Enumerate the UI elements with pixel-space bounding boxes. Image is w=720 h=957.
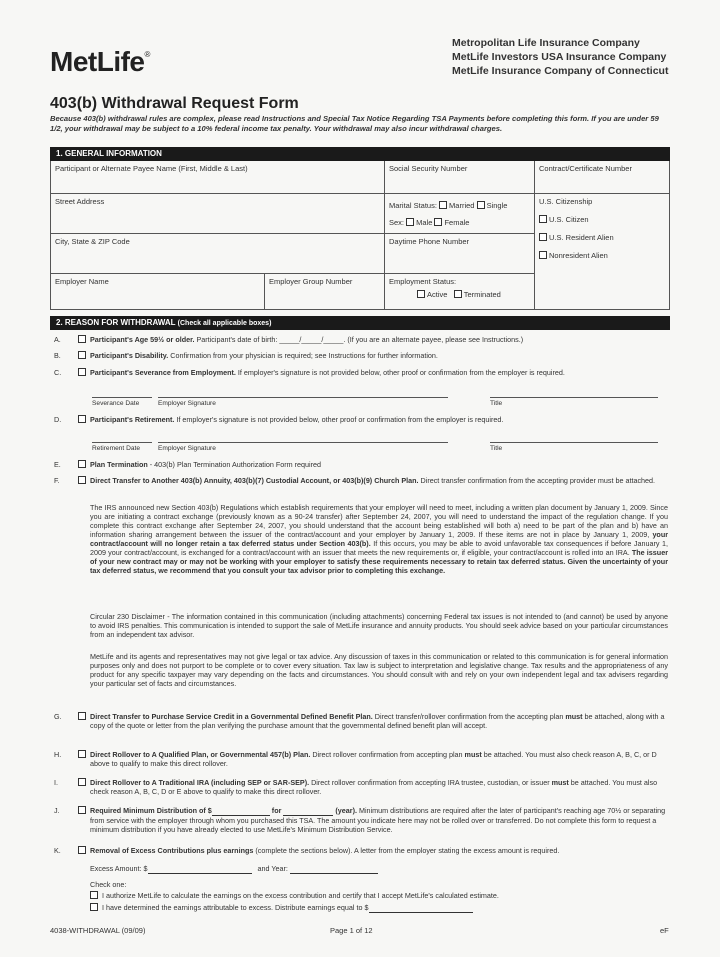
reason-f-title: Direct Transfer to Another 403(b) Annuity, 403(b)(7) Custodial Account, or 403(b)(9) Church Plan. bbox=[90, 476, 419, 485]
excess-year-label: and Year: bbox=[257, 864, 288, 873]
us-resident-alien-checkbox[interactable] bbox=[539, 233, 547, 241]
employer-signature-label: Employer Signature bbox=[158, 445, 216, 452]
employer-group-field[interactable] bbox=[265, 274, 385, 310]
regulation-notice bbox=[90, 503, 668, 575]
employer-name-field[interactable] bbox=[51, 274, 265, 310]
metlife-logo bbox=[50, 46, 150, 78]
tax-advice-disclaimer: MetLife and its agents and representatives may not give legal or tax advice. Any discussion of taxes in this communication or related to this communication is for general information purposes only and does not purport to be complete or to cover every situation. Tax law is subject to interpretation and legislative change. Tax results and the appropriateness of any product for any specific taxpayer may vary depending on the facts and circumstances. You should consult with and rely on your own independent legal and tax advisers regarding your particular set of facts and circumstances. bbox=[90, 652, 668, 688]
terminated-label: Terminated bbox=[463, 290, 501, 299]
reason-letter: I. bbox=[54, 778, 58, 787]
reason-f-checkbox[interactable] bbox=[78, 476, 86, 484]
reason-i-title: Direct Rollover to A Traditional IRA (including SEP or SAR-SEP). bbox=[90, 778, 310, 787]
excess-amount-field[interactable] bbox=[148, 864, 252, 874]
reason-letter: G. bbox=[54, 712, 62, 721]
reason-i-text: be attached. You must also check reason A, B, C, D or E above to qualify to make this direct rollover. bbox=[90, 778, 658, 796]
active-checkbox[interactable] bbox=[417, 290, 425, 298]
reason-a-title: Participant's Age 59½ or older. bbox=[90, 335, 195, 344]
participant-name-label: Participant or Alternate Payee Name (First, Middle & Last) bbox=[55, 164, 248, 173]
reason-d-text: If employer's signature is not provided below, other proof or confirmation from the employer is required. bbox=[176, 415, 504, 424]
nonresident-alien-checkbox[interactable] bbox=[539, 251, 547, 259]
participant-name-field[interactable] bbox=[51, 161, 385, 194]
reason-letter: F. bbox=[54, 476, 60, 485]
terminated-checkbox[interactable] bbox=[454, 290, 462, 298]
reason-letter: K. bbox=[54, 846, 61, 855]
footer-code: eF bbox=[660, 926, 669, 935]
street-address-field[interactable] bbox=[51, 194, 385, 234]
must-emphasis: must bbox=[565, 712, 583, 721]
reason-letter: D. bbox=[54, 415, 62, 424]
reason-letter: J. bbox=[54, 806, 60, 815]
single-label: Single bbox=[486, 201, 508, 210]
us-citizen-checkbox[interactable] bbox=[539, 215, 547, 223]
marital-sex-cell bbox=[385, 194, 535, 234]
reason-f-text: Direct transfer confirmation from the accepting provider must be attached. bbox=[420, 476, 656, 485]
reason-i-text: Direct rollover confirmation from accepting IRA trustee, custodian, or issuer bbox=[311, 778, 550, 787]
reason-g-text: Direct transfer/rollover confirmation from the accepting plan bbox=[374, 712, 564, 721]
reason-letter: C. bbox=[54, 368, 62, 377]
active-label: Active bbox=[427, 290, 448, 299]
reason-a-checkbox[interactable] bbox=[78, 335, 86, 343]
k-option-2-checkbox[interactable] bbox=[90, 903, 98, 911]
daytime-phone-label: Daytime Phone Number bbox=[389, 237, 470, 246]
single-checkbox[interactable] bbox=[477, 201, 485, 209]
circular-230-disclaimer: Circular 230 Disclaimer - The information contained in this communication (including attachments) concerning Federal tax issues is not intended to (and cannot) be used by anyone to avoid IRS penalties. This communication is intended to support the sale of MetLife insurance and annuity products. You should seek advice based on your particular circumstances from an independent tax advisor. bbox=[90, 612, 668, 639]
us-resident-alien-label: U.S. Resident Alien bbox=[549, 233, 614, 242]
marital-status-label: Marital Status: bbox=[389, 201, 437, 210]
reason-g-title: Direct Transfer to Purchase Service Credit in a Governmental Defined Benefit Plan. bbox=[90, 712, 373, 721]
male-label: Male bbox=[416, 218, 433, 227]
page-number: Page 1 of 12 bbox=[330, 926, 373, 935]
employer-group-label: Employer Group Number bbox=[269, 277, 353, 286]
reason-j-title: Required Minimum Distribution of $ bbox=[90, 806, 212, 815]
female-label: Female bbox=[444, 218, 470, 227]
reason-d-checkbox[interactable] bbox=[78, 415, 86, 423]
reason-c-text: If employer's signature is not provided below, other proof or confirmation from the employer is required. bbox=[237, 368, 565, 377]
reason-letter: A. bbox=[54, 335, 61, 344]
reason-a-text: Participant's date of birth: _____/_____/_____. (If you are an alternate payee, please see Instructions.) bbox=[196, 335, 524, 344]
reason-letter: H. bbox=[54, 750, 62, 759]
city-state-zip-field[interactable] bbox=[51, 234, 385, 274]
reason-b-checkbox[interactable] bbox=[78, 351, 86, 359]
reason-e-text: - 403(b) Plan Termination Authorization Form required bbox=[149, 460, 322, 469]
must-emphasis: must bbox=[464, 750, 482, 759]
contract-number-label: Contract/Certificate Number bbox=[539, 164, 632, 173]
form-title: 403(b) Withdrawal Request Form bbox=[50, 95, 299, 112]
title-label: Title bbox=[490, 445, 503, 452]
reason-e-title: Plan Termination bbox=[90, 460, 148, 469]
street-address-label: Street Address bbox=[55, 197, 105, 206]
us-citizenship-label: U.S. Citizenship bbox=[539, 197, 593, 206]
section1-heading-text: 1. GENERAL INFORMATION bbox=[56, 149, 162, 158]
severance-title-line[interactable] bbox=[490, 397, 658, 408]
regulation-notice-text: If this occurs, you may be able to avoid unfavorable tax consequences if before January 1, 2009 your contract/account, is exchanged for a contract/account with an issuer that meets the new requirements or, if eligible, your contract/account is rolled into an IRA. bbox=[90, 539, 668, 557]
reason-h-text: be attached. You must also check reason A, B, C, or D above to qualify to make this direct rollover. bbox=[90, 750, 657, 768]
us-citizen-label: U.S. Citizen bbox=[549, 215, 589, 224]
reason-j-title: for bbox=[271, 806, 282, 815]
general-information-grid bbox=[50, 161, 670, 310]
k-option-1-checkbox[interactable] bbox=[90, 891, 98, 899]
reason-h-checkbox[interactable] bbox=[78, 750, 86, 758]
company-list bbox=[452, 36, 668, 78]
reason-j-text: Minimum distributions are required after the later of participant's reaching age 70½ or separating from service with the employer through whom you purchased this TSA. The amount you indicate here may not be rolled over or transferred. Do not complete this form to request a minimum distribution if you have already elected to use MetLife's Minimum Distribution Service. bbox=[90, 806, 666, 834]
contract-number-field[interactable] bbox=[535, 161, 669, 194]
reason-k-title: Removal of Excess Contributions plus earnings bbox=[90, 846, 254, 855]
k-option-1 bbox=[90, 891, 668, 900]
reason-b-title: Participant's Disability. bbox=[90, 351, 169, 360]
reason-letter: E. bbox=[54, 460, 61, 469]
reason-k-text: (complete the sections below). A letter from the employer stating the excess amount is required. bbox=[255, 846, 560, 855]
company-name: MetLife Insurance Company of Connecticut bbox=[452, 65, 669, 77]
reason-g-checkbox[interactable] bbox=[78, 712, 86, 720]
retirement-date-line[interactable] bbox=[92, 442, 152, 453]
male-checkbox[interactable] bbox=[406, 218, 414, 226]
retirement-date-label: Retirement Date bbox=[92, 445, 141, 452]
regulation-notice-text: The IRS announced new Section 403(b) Regulations which establish requirements that your employer will need to meet, including a written plan document by January 1, 2009. Since you are initiating a contract exchange (previously known as a 90-24 transfer) after September 24, 2007, you will need to understand the impact of the regulation change. If you complete this contract exchange after September 24, 2007, you should understand that the account being established will both a) need to be part of the plan and b) have an information sharing arrangement between the issuer of the contract/account and your employer by January 1, 2009. If these items are not in place by January 1, 2009, bbox=[90, 503, 668, 539]
k-option-1-text: I authorize MetLife to calculate the earnings on the excess contribution and certify that I accept MetLife's calculated estimate. bbox=[102, 891, 499, 900]
ssn-field[interactable] bbox=[385, 161, 535, 194]
section2-heading-text: 2. REASON FOR WITHDRAWAL bbox=[56, 318, 176, 327]
section2-heading bbox=[50, 316, 670, 330]
daytime-phone-field[interactable] bbox=[385, 234, 535, 274]
reason-g-text: be attached, along with a copy of the quote or letter from the plan verifying the purchase amount that the governmental defined benefit plan will accept. bbox=[90, 712, 665, 730]
reason-d-title: Participant's Retirement. bbox=[90, 415, 175, 424]
reason-h-title: Direct Rollover to A Qualified Plan, or Governmental 457(b) Plan. bbox=[90, 750, 311, 759]
excess-amount-label: Excess Amount: $ bbox=[90, 864, 148, 873]
k-option-2 bbox=[90, 903, 668, 913]
citizenship-cell bbox=[535, 194, 669, 310]
reason-j-checkbox[interactable] bbox=[78, 806, 86, 814]
employment-status-label: Employment Status: bbox=[389, 277, 457, 286]
logo-text: MetLife bbox=[50, 46, 145, 77]
excess-year-field[interactable] bbox=[290, 864, 378, 874]
must-emphasis: must bbox=[551, 778, 569, 787]
severance-date-label: Severance Date bbox=[92, 400, 140, 407]
employer-name-label: Employer Name bbox=[55, 277, 109, 286]
married-checkbox[interactable] bbox=[439, 201, 447, 209]
form-id: 4038-WITHDRAWAL (09/09) bbox=[50, 926, 146, 935]
ssn-label: Social Security Number bbox=[389, 164, 468, 173]
reason-h-text: Direct rollover confirmation from accepting plan bbox=[312, 750, 463, 759]
company-name: Metropolitan Life Insurance Company bbox=[452, 37, 640, 49]
regulation-notice-bold: your contract/account will no longer retain a tax deferred status under Section 403(b). bbox=[90, 530, 669, 548]
reason-k-checkbox[interactable] bbox=[78, 846, 86, 854]
reason-e-checkbox[interactable] bbox=[78, 460, 86, 468]
reason-b-text: Confirmation from your physician is required; see Instructions for further information. bbox=[170, 351, 438, 360]
earnings-amount-field[interactable] bbox=[369, 903, 473, 913]
retirement-employer-signature-line[interactable] bbox=[158, 442, 448, 453]
city-state-zip-label: City, State & ZIP Code bbox=[55, 237, 130, 246]
severance-date-line[interactable] bbox=[92, 397, 152, 408]
logo-registered-mark: ® bbox=[144, 50, 150, 59]
female-checkbox[interactable] bbox=[434, 218, 442, 226]
reason-c-checkbox[interactable] bbox=[78, 368, 86, 376]
regulation-notice-bold: The issuer of your new contract may or may not be working with your employer to satisfy these requirements necessary to retain tax deferred status. Given the uncertainty of your tax deferred status, we recommend that you consult your tax advisor prior to completing this exchange. bbox=[90, 548, 668, 575]
employer-signature-label: Employer Signature bbox=[158, 400, 216, 407]
section1-heading bbox=[50, 147, 670, 161]
nonresident-alien-label: Nonresident Alien bbox=[549, 251, 608, 260]
rmd-amount-field[interactable] bbox=[212, 806, 270, 816]
rmd-year-field[interactable] bbox=[283, 806, 333, 816]
reason-c-title: Participant's Severance from Employment. bbox=[90, 368, 236, 377]
check-one-label: Check one: bbox=[90, 880, 127, 889]
retirement-title-line[interactable] bbox=[490, 442, 658, 453]
married-label: Married bbox=[449, 201, 475, 210]
employment-status-cell bbox=[385, 274, 535, 310]
excess-amount-row bbox=[90, 864, 668, 874]
intro-notice: Because 403(b) withdrawal rules are complex, please read Instructions and Special Tax Notice Regarding TSA Payments before completing this form. If you are under 59 1/2, your withdrawal may be subject to a 10% federal income tax penalty. Your withdrawal may also incur withdrawal charges. bbox=[50, 114, 659, 133]
reason-j-title: (year). bbox=[335, 806, 357, 815]
reason-letter: B. bbox=[54, 351, 61, 360]
sex-label: Sex: bbox=[389, 218, 405, 227]
title-label: Title bbox=[490, 400, 503, 407]
company-name: MetLife Investors USA Insurance Company bbox=[452, 51, 667, 63]
reason-i-checkbox[interactable] bbox=[78, 778, 86, 786]
severance-employer-signature-line[interactable] bbox=[158, 397, 448, 408]
section2-heading-sub: (Check all applicable boxes) bbox=[177, 320, 272, 327]
k-option-2-text: I have determined the earnings attributable to excess. Distribute earnings equal to $ bbox=[102, 903, 369, 912]
